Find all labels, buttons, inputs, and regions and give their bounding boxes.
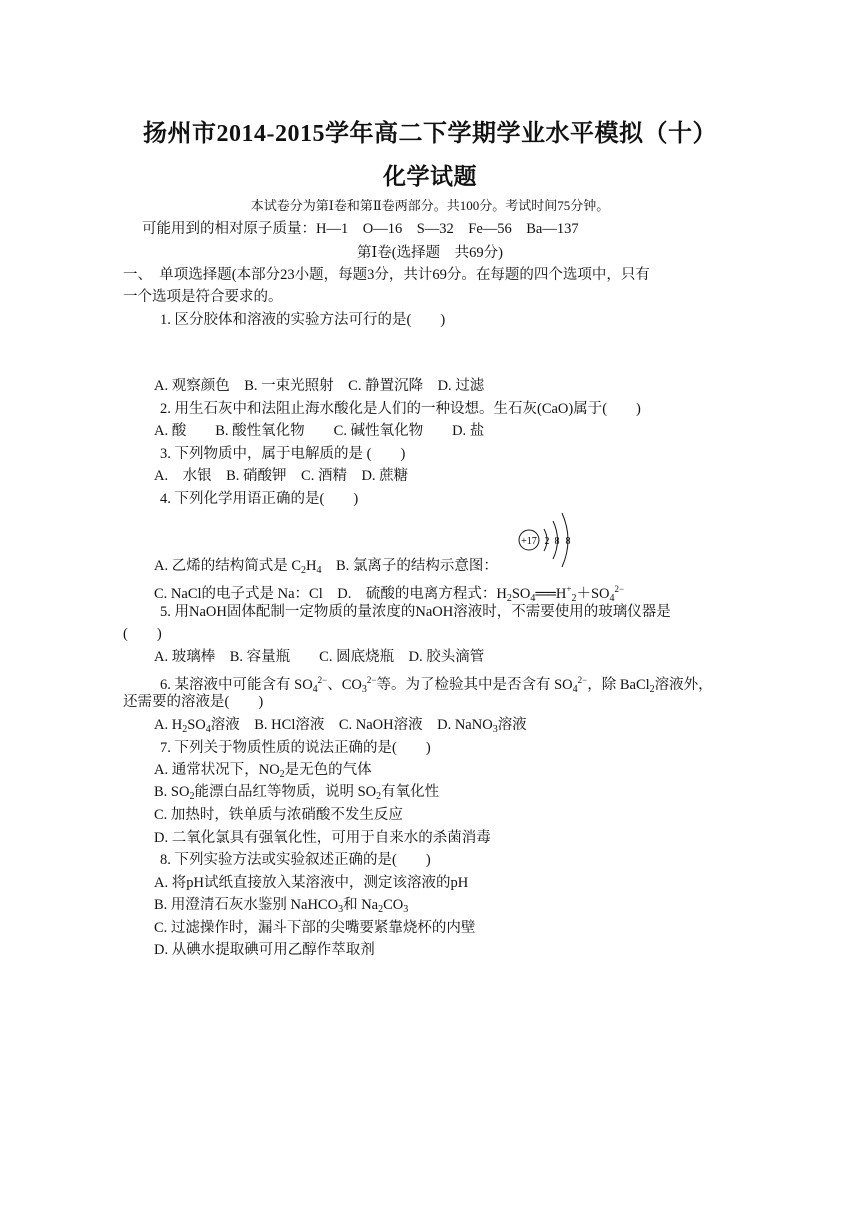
question-8-stem: 8. 下列实验方法或实验叙述正确的是( ) bbox=[160, 852, 431, 868]
question-7-option-d: D. 二氧化氯具有强氧化性，可用于自来水的杀菌消毒 bbox=[154, 830, 491, 846]
question-7-option-c: C. 加热时，铁单质与浓硝酸不发生反应 bbox=[154, 807, 403, 823]
question-4-stem: 4. 下列化学用语正确的是( ) bbox=[160, 491, 359, 507]
section-title: 第Ⅰ卷(选择题 共69分) bbox=[357, 245, 503, 261]
question-8-option-a: A. 将pH试纸直接放入某溶液中，测定该溶液的pH bbox=[154, 875, 469, 891]
question-6-stem-cont: 还需要的溶液是( ) bbox=[123, 694, 264, 710]
question-5-stem-cont: ( ) bbox=[123, 626, 162, 642]
question-8-option-c: C. 过滤操作时，漏斗下部的尖嘴要紧靠烧杯的内壁 bbox=[154, 920, 476, 936]
shell-3-electrons: 8 bbox=[565, 536, 571, 547]
section-instruction: 一、 单项选择题(本部分23小题，每题3分，共计69分。在每题的四个选项中，只有 bbox=[123, 267, 650, 283]
question-6-stem: 6. 某溶液中可能含有 $SO_4^{2-}$、$CO_3^{2-}$等。为了检验其中是否含有 $SO_4^{2-}$，除 BaCl$_2$溶液外， bbox=[160, 675, 713, 695]
question-3-stem: 3. 下列物质中，属于电解质的是 ( ) bbox=[160, 446, 406, 462]
page-title: 扬州市2014-2015学年高二下学期学业水平模拟（十） bbox=[143, 121, 717, 147]
question-1-stem: 1. 区分胶体和溶液的实验方法可行的是( ) bbox=[160, 312, 446, 328]
question-7-option-a: A. 通常状况下，$NO_2$是无色的气体 bbox=[154, 762, 372, 780]
page-subtitle: 化学试题 bbox=[383, 164, 477, 189]
question-6-options: A. $H_2SO_4$溶液 B. HCl溶液 C. NaOH溶液 D. NaNO$_3$溶液 bbox=[154, 717, 527, 735]
section-instruction-cont: 一个选项是符合要求的。 bbox=[123, 289, 283, 305]
question-5-options: A. 玻璃棒 B. 容量瓶 C. 圆底烧瓶 D. 胶头滴管 bbox=[154, 649, 485, 665]
shell-1-electrons: 2 bbox=[544, 536, 550, 547]
shell-2-electrons: 8 bbox=[554, 536, 560, 547]
exam-intro: 本试卷分为第Ⅰ卷和第Ⅱ卷两部分。共100分。考试时间75分钟。 bbox=[250, 198, 610, 213]
question-8-option-d: D. 从碘水提取碘可用乙醇作萃取剂 bbox=[154, 942, 375, 958]
question-1-options: A. 观察颜色 B. 一束光照射 C. 静置沉降 D. 过滤 bbox=[154, 378, 485, 394]
question-8-option-b: B. 用澄清石灰水鉴别 NaHCO$_3$和 $Na_2CO_3$ bbox=[154, 897, 409, 915]
question-7-option-b: B. $SO_2$能漂白品红等物质，说明 $SO_2$有氧化性 bbox=[154, 784, 440, 802]
question-2-stem: 2. 用生石灰中和法阻止海水酸化是人们的一种设想。生石灰(CaO)属于( ) bbox=[160, 401, 641, 417]
question-7-stem: 7. 下列关于物质性质的说法正确的是( ) bbox=[160, 740, 431, 756]
atomic-masses: 可能用到的相对原子质量：H—1 O—16 S—32 Fe—56 Ba—137 bbox=[142, 221, 579, 237]
nucleus-charge: +17 bbox=[521, 536, 537, 547]
question-4-options-ab: A. 乙烯的结构简式是 $C_2H_4$ B. 氯离子的结构示意图： bbox=[154, 558, 498, 576]
question-5-stem: 5. 用NaOH固体配制一定物质的量浓度的NaOH溶液时，不需要使用的玻璃仪器是 bbox=[160, 604, 671, 620]
question-4-options-cd: C. NaCl的电子式是 Na：Cl D. 硫酸的电离方程式：$H_2SO_4══H^+_2+SO_4^{2-}$ bbox=[154, 584, 625, 604]
question-3-options: A. 水银 B. 硝酸钾 C. 酒精 D. 蔗糖 bbox=[154, 468, 409, 484]
question-2-options: A. 酸 B. 酸性氧化物 C. 碱性氧化物 D. 盐 bbox=[154, 423, 485, 439]
